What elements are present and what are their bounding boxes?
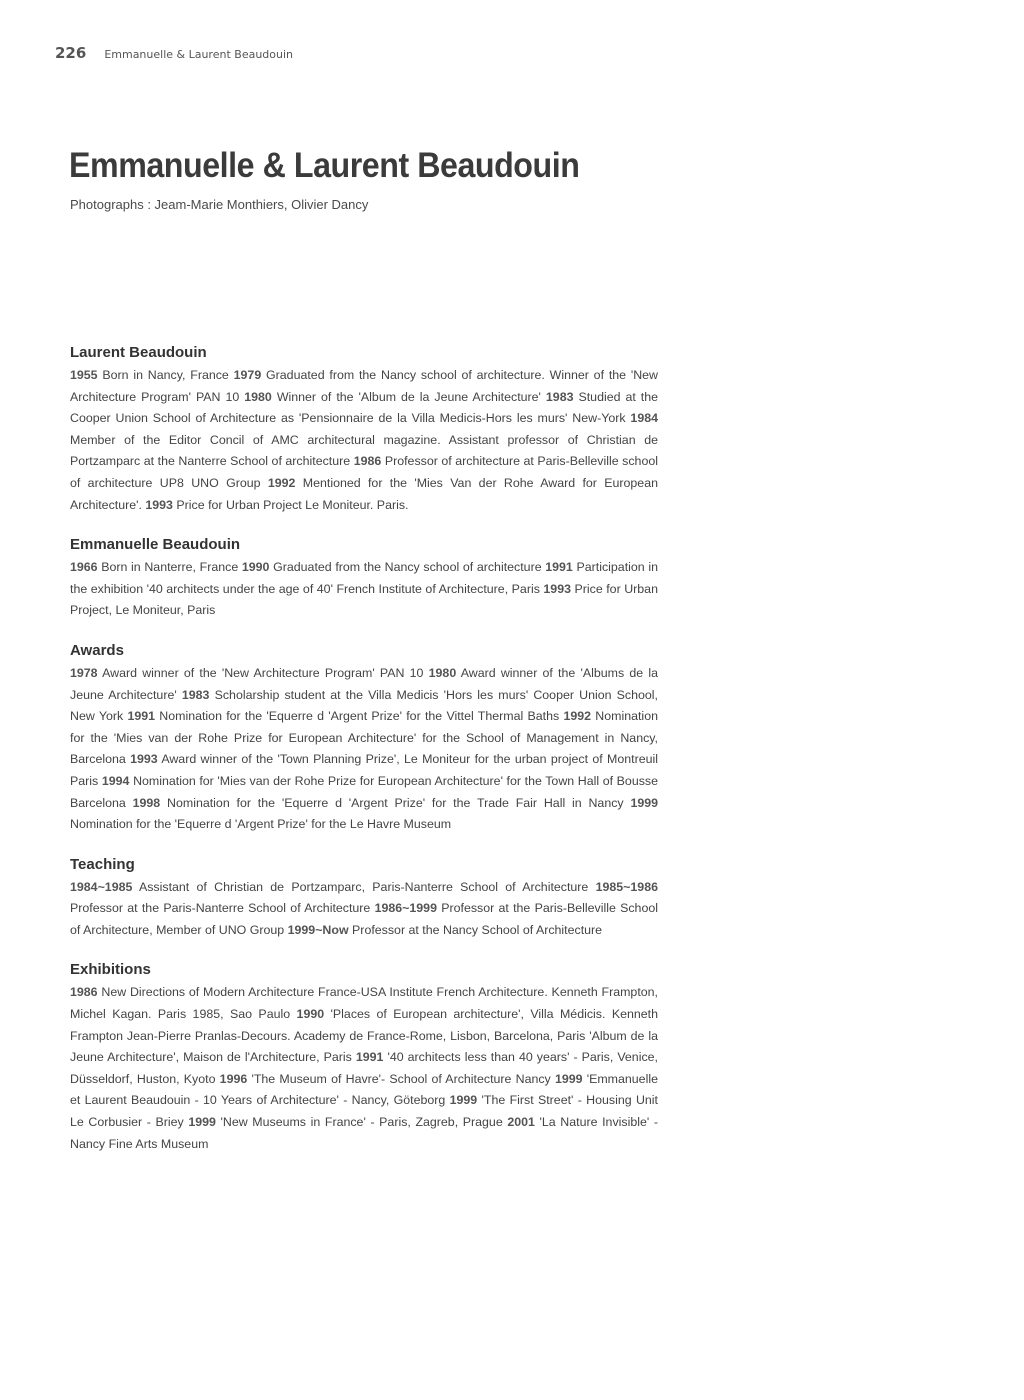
entry-text: Professor at the Paris-Nanterre School of Architecture: [70, 901, 371, 916]
section-awards: [70, 642, 658, 836]
entry-year: 1999: [188, 1115, 216, 1130]
entry-text: Award winner of the 'Town Planning Prize', Le Moniteur for the urban project of Montreuil Paris: [70, 752, 658, 788]
entry-text: 'New Museums in France' - Paris, Zagreb, Prague: [220, 1115, 503, 1130]
entry-text: Professor of architecture at Paris-Belleville school of architecture UP8 UNO Group: [70, 454, 658, 490]
entry-text: Assistant of Christian de Portzamparc, Paris-Nanterre School of Architecture: [138, 879, 589, 894]
section-laurent-beaudouin: [70, 344, 658, 516]
entry-year: 1986~1999: [374, 901, 437, 916]
entry-text: 'Places of European architecture', Villa Médicis. Kenneth Frampton Jean-Pierre Pranlas-Decours. Academy de France-Rome, Lisbon, Barcelona, Paris 'Album de la Jeune Architecture', Maison de l'Architecture, Paris: [70, 1007, 658, 1065]
entry-year: 1979: [233, 368, 262, 382]
entry-text: 'The First Street' - Housing Unit Le Corbusier - Briey: [70, 1093, 658, 1130]
entry-text: Mentioned for the 'Mies Van der Rohe Award for European Architecture'.: [70, 475, 658, 512]
section-heading: Awards: [70, 641, 124, 659]
entry-text: Price for Urban Project Le Moniteur. Paris.: [176, 497, 409, 512]
entry-text: Professor at the Nancy School of Architecture: [352, 922, 603, 937]
entry-year: 1991: [127, 709, 156, 724]
section-heading: Teaching: [70, 855, 135, 873]
entry-text: Award winner of the 'Albums de la Jeune Architecture': [70, 665, 658, 702]
entry-text: Studied at the Cooper Union School of Architecture as 'Pensionnaire de la Villa Medicis-Hors les murs' New-York: [70, 389, 659, 426]
entry-year: 1984: [630, 411, 658, 426]
page-title: Emmanuelle & Laurent Beaudouin: [69, 146, 580, 185]
entry-year: 1992: [267, 475, 296, 490]
running-title: Emmanuelle & Laurent Beaudouin: [104, 48, 294, 61]
entry-year: 1983: [181, 687, 210, 702]
entry-text: Nomination for 'Mies van der Rohe Prize for European Architecture' for the Town Hall of Bousse Barcelona: [70, 773, 658, 810]
entry-year: 1992: [563, 709, 592, 724]
entry-year: 1996: [219, 1071, 248, 1086]
section-heading: Emmanuelle Beaudouin: [70, 536, 241, 554]
entry-text: '40 architects less than 40 years' - Paris, Venice, Düsseldorf, Huston, Kyoto: [70, 1050, 658, 1086]
entry-text: Born in Nancy, France: [102, 368, 229, 382]
entry-text: Price for Urban Project, Le Moniteur, Paris: [70, 581, 658, 618]
entry-year: 1994: [101, 773, 130, 788]
section-body: [70, 365, 658, 516]
photo-credits: Photographs : Jeam-Marie Monthiers, Olivier Dancy: [70, 197, 369, 212]
running-header: [55, 44, 293, 62]
entry-text: Nomination for the 'Equerre d 'Argent Prize' for the Le Havre Museum: [70, 817, 452, 832]
entry-text: Member of the Editor Concil of AMC architectural magazine. Assistant professor of Christian de Portzamparc at the Nanterre School of architecture: [70, 432, 658, 469]
section-body: [70, 663, 658, 836]
entry-year: 1983: [545, 389, 574, 404]
entry-year: 1984~1985: [70, 879, 133, 894]
section-body: [70, 877, 658, 942]
entry-year: 1993: [130, 752, 158, 767]
entry-text: Scholarship student at the Villa Medicis 'Hors les murs' Cooper Union School, New York: [70, 687, 658, 724]
entry-text: Born in Nanterre, France: [101, 560, 239, 575]
page-number: 226: [55, 44, 87, 62]
entry-year: 1990: [296, 1007, 325, 1022]
entry-year: 1980: [244, 389, 272, 404]
entry-year: 1980: [428, 665, 457, 680]
entry-year: 1993: [145, 497, 173, 512]
entry-year: 2001: [507, 1115, 535, 1130]
entry-year: 1999~Now: [287, 922, 349, 937]
entry-year: 1998: [132, 795, 161, 810]
biography-content: [70, 344, 658, 1175]
entry-year: 1985~1986: [595, 879, 658, 894]
entry-text: 'Emmanuelle et Laurent Beaudouin - 10 Years of Architecture' - Nancy, Göteborg: [70, 1071, 658, 1108]
section-heading: Laurent Beaudouin: [70, 344, 207, 361]
entry-text: Nomination for the 'Equerre d 'Argent Prize' for the Vittel Thermal Baths: [159, 709, 560, 724]
section-body: [70, 557, 658, 622]
entry-text: 'La Nature Invisible' - Nancy Fine Arts Museum: [70, 1115, 658, 1151]
entry-year: 1955: [70, 368, 98, 382]
section-emmanuelle-beaudouin: [70, 536, 658, 622]
entry-year: 1991: [545, 560, 573, 575]
entry-year: 1999: [630, 795, 659, 810]
entry-text: Nomination for the 'Mies van der Rohe Prize for European Architecture' for the School of Management in Nancy, Barcelona: [70, 709, 658, 767]
entry-year: 1990: [241, 560, 270, 575]
section-exhibitions: [70, 961, 658, 1155]
entry-year: 1993: [543, 581, 571, 596]
section-heading: Exhibitions: [70, 961, 151, 979]
entry-text: Graduated from the Nancy school of architecture: [273, 560, 542, 575]
entry-year: 1999: [554, 1071, 583, 1086]
entry-text: 'The Museum of Havre'- School of Architecture Nancy: [251, 1071, 551, 1086]
entry-text: Award winner of the 'New Architecture Program' PAN 10: [102, 665, 424, 680]
entry-text: Participation in the exhibition '40 architects under the age of 40' French Institute of Architecture, Paris: [70, 560, 658, 596]
section-body: [70, 982, 658, 1155]
entry-text: New Directions of Modern Architecture France-USA Institute French Architecture. Kenneth Frampton, Michel Kagan. Paris 1985, Sao Paulo: [70, 985, 658, 1022]
entry-text: Professor at the Paris-Belleville School of Architecture, Member of UNO Group: [70, 901, 658, 937]
entry-text: Nomination for the 'Equerre d 'Argent Prize' for the Trade Fair Hall in Nancy: [167, 795, 624, 810]
entry-text: Winner of the 'Album de la Jeune Architecture': [276, 389, 541, 404]
entry-text: Graduated from the Nancy school of architecture. Winner of the 'New Architecture Program' PAN 10: [70, 368, 658, 404]
entry-year: 1999: [449, 1093, 478, 1108]
entry-year: 1986: [70, 985, 98, 1000]
entry-year: 1978: [70, 665, 98, 680]
entry-year: 1986: [353, 454, 382, 469]
entry-year: 1966: [70, 560, 98, 575]
entry-year: 1991: [355, 1050, 384, 1065]
section-teaching: [70, 856, 658, 942]
